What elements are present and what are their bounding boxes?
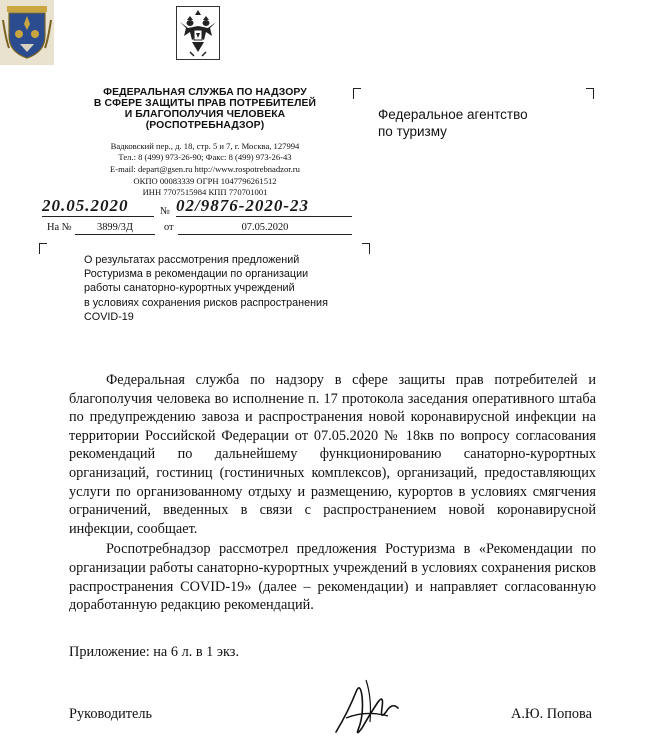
attachment-note: Приложение: на 6 л. в 1 экз. [69, 644, 240, 660]
addressee [378, 106, 598, 140]
addressee-line-2: по туризму [378, 124, 447, 139]
subject-line-1: О результатах рассмотрения предложений [84, 254, 300, 266]
handwritten-number: 02/9876-2020-23 [176, 196, 352, 217]
addressee-corner-left [353, 88, 361, 99]
subject-line-4: в условиях сохранения рисков распространения [84, 296, 328, 309]
agency-phone: Тел.: 8 (499) 973-26-90; Факс: 8 (499) 973-26-43 [118, 152, 292, 162]
agency-name-line-4: (РОСПОТРЕБНАДЗОР) [145, 120, 265, 131]
handwritten-signature [326, 672, 416, 740]
eagle-emblem [176, 6, 220, 60]
ref-date: 07.05.2020 [178, 222, 352, 235]
double-headed-eagle-icon [176, 6, 220, 60]
subject-corner-left [39, 243, 47, 254]
subject-line-2: Ростуризма в рекомендации по организации [84, 268, 309, 281]
ref-label: На № [47, 222, 72, 233]
coat-of-arms-icon [0, 0, 54, 65]
ref-from-label: от [164, 222, 174, 233]
signature-position: Руководитель [69, 706, 153, 722]
agency-inn: ИНН 7707515984 КПП 770701001 [142, 187, 268, 197]
subject-line-3: работы санаторно-курортных учреждений [84, 282, 295, 295]
subject-line-5: COVID-19 [84, 310, 134, 323]
subject [84, 253, 374, 324]
letter-body [69, 371, 596, 615]
agency-name-line-3: И БЛАГОПОЛУЧИЯ ЧЕЛОВЕКА [124, 109, 286, 120]
agency-name-line-2: В СФЕРЕ ЗАЩИТЫ ПРАВ ПОТРЕБИТЕЛЕЙ [93, 98, 317, 109]
body-paragraph-2: Роспотребнадзор рассмотрел предложения Ростуризма в «Рекомендации по организации работы санаторно-курортных учреждений в условиях сохранения рисков распространения COVID-19» (далее – рекомендации) и направляет согласованную доработанную редакцию рекомендаций. [69, 541, 596, 614]
agency-name-line-1: ФЕДЕРАЛЬНАЯ СЛУЖБА ПО НАДЗОРУ [103, 87, 307, 98]
signatory-name: А.Ю. Попова [511, 706, 592, 722]
agency-okpo: ОКПО 00083339 ОГРН 1047796261512 [133, 176, 277, 186]
handwritten-date: 20.05.2020 [42, 196, 154, 217]
addressee-line-1: Федеральное агентство [378, 107, 528, 122]
ref-number: 3899/3Д [75, 222, 155, 235]
body-paragraph-1: Федеральная служба по надзору в сфере защиты прав потребителей и благополучия человека во исполнение п. 17 протокола заседания оперативного штаба по предупреждению завоза и распространения новой коронавирусной инфекции на территории Российской Федерации от 07.05.2020 № 18кв по вопросу согласования рекомендаций по дальнейшему функционированию санаторно-курортных организаций, гостиниц (гостиничных комплексов), организаций, предоставляющих услуги по организованному отдыху и размещению, курортов в условиях смягчения ограничений, введенных в связи с распространением новой коронавирусной инфекции, сообщает. [69, 372, 596, 537]
addressee-corner-right [586, 88, 594, 99]
number-sign: № [160, 206, 170, 217]
agency-address: Вадковский пер., д. 18, стр. 5 и 7, г. Москва, 127994 [110, 141, 300, 151]
crest-thumbnail [0, 0, 54, 65]
agency-email: E-mail: depart@gsen.ru http://www.rospotrebnadzor.ru [110, 164, 300, 174]
signature-icon [326, 672, 416, 740]
